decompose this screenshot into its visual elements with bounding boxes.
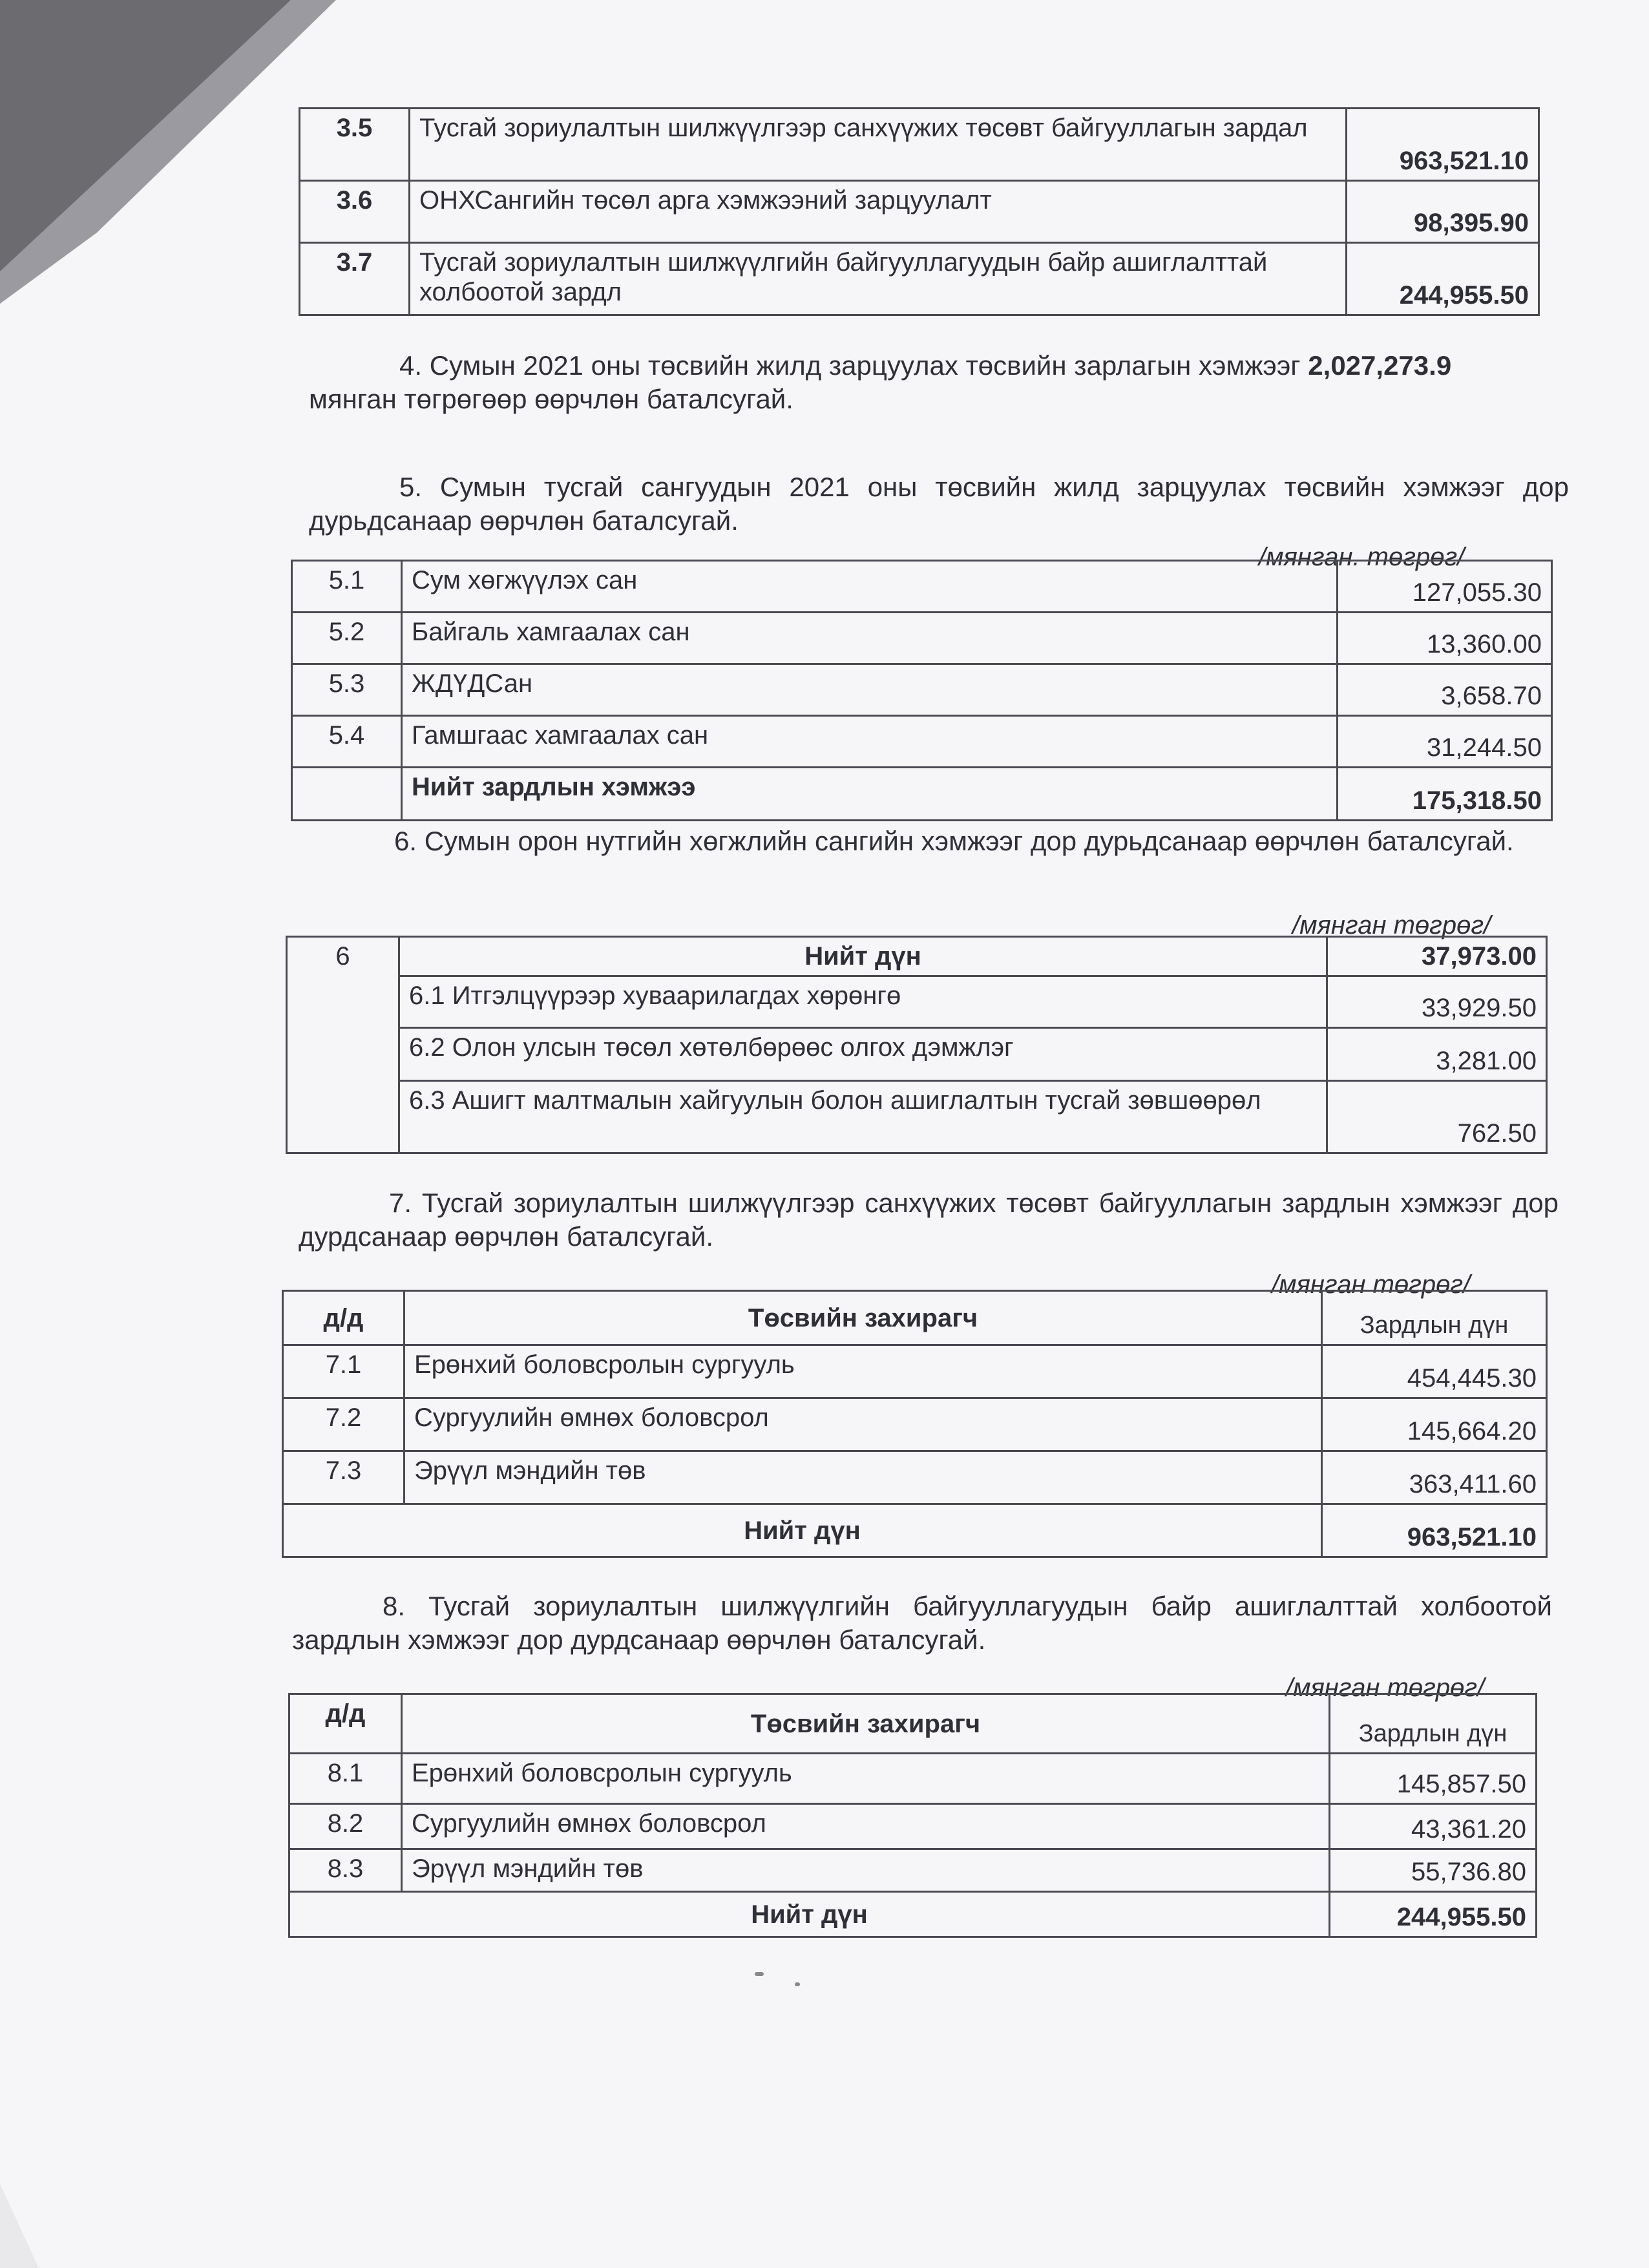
row-number: 5.3 — [292, 664, 402, 716]
table-row — [292, 664, 1552, 716]
row-number: 5.1 — [292, 561, 402, 613]
table-header-row — [283, 1291, 1547, 1345]
table-total-row — [292, 768, 1552, 821]
row-value: 454,445.30 — [1322, 1345, 1547, 1398]
row-name: 6.2 Олон улсын төсөл хөтөлбөрөөс олгох дэмжлэг — [399, 1028, 1327, 1081]
row-value: 31,244.50 — [1338, 716, 1552, 768]
section-number: 6 — [287, 937, 399, 1153]
empty-cell — [292, 768, 402, 821]
table-row — [287, 1028, 1547, 1081]
table-row — [289, 1849, 1537, 1892]
table-header-row — [289, 1694, 1537, 1754]
row-name: ЖДҮДСан — [402, 664, 1338, 716]
table-row — [292, 613, 1552, 664]
total-label: Нийт дүн — [283, 1504, 1322, 1557]
total-value: 37,973.00 — [1327, 937, 1547, 976]
unit-label-7: /мянган төгрөг/ — [1272, 1270, 1471, 1299]
paragraph-7 — [299, 1186, 1559, 1254]
row-number: 3.7 — [300, 243, 410, 315]
row-number: 5.4 — [292, 716, 402, 768]
table-total-row — [289, 1892, 1537, 1937]
row-name: Ерөнхий боловсролын сургууль — [404, 1345, 1322, 1398]
row-number: 5.2 — [292, 613, 402, 664]
row-name: Сум хөгжүүлэх сан — [402, 561, 1338, 613]
column-header-value: Зардлын дүн — [1330, 1694, 1537, 1754]
table-row — [283, 1398, 1547, 1451]
row-name: 6.3 Ашигт малтмалын хайгуулын болон ашиглалтын тусгай зөвшөөрөл — [399, 1081, 1327, 1153]
row-name: Гамшгаас хамгаалах сан — [402, 716, 1338, 768]
row-value: 244,955.50 — [1347, 243, 1539, 315]
row-value: 145,664.20 — [1322, 1398, 1547, 1451]
row-name: Байгаль хамгаалах сан — [402, 613, 1338, 664]
table-row — [283, 1345, 1547, 1398]
row-value: 55,736.80 — [1330, 1849, 1537, 1892]
table-section-8 — [288, 1693, 1537, 1938]
table-section-3 — [299, 107, 1540, 316]
row-name: Тусгай зориулалтын шилжүүлгээр санхүүжих төсөвт байгууллагын зардал — [410, 109, 1347, 181]
paragraph-4 — [309, 349, 1569, 416]
total-label: Нийт зардлын хэмжээ — [402, 768, 1338, 821]
row-value: 33,929.50 — [1327, 976, 1547, 1028]
table-total-row — [283, 1504, 1547, 1557]
paragraph-6-text: 6. Сумын орон нутгийн хөгжлийн сангийн хэмжээг дор дурьдсанаар өөрчлөн баталсугай. — [394, 826, 1514, 856]
row-name: Сургуулийн өмнөх боловсрол — [402, 1804, 1330, 1849]
column-header-number: д/д — [283, 1291, 404, 1345]
total-value: 244,955.50 — [1330, 1892, 1537, 1937]
row-value: 98,395.90 — [1347, 181, 1539, 243]
scan-speck — [755, 1972, 764, 1976]
table-row — [289, 1804, 1537, 1849]
table-row — [289, 1754, 1537, 1804]
row-name: Эрүүл мэндийн төв — [404, 1451, 1322, 1504]
column-header-value: Зардлын дүн — [1322, 1291, 1547, 1345]
total-label: Нийт дүн — [399, 937, 1327, 976]
paragraph-4-text2: мянган төгрөгөөр өөрчлөн баталсугай. — [309, 384, 793, 414]
table-section-5 — [291, 560, 1553, 821]
table-row — [300, 109, 1539, 181]
row-value: 963,521.10 — [1347, 109, 1539, 181]
row-name: Эрүүл мэндийн төв — [402, 1849, 1330, 1892]
row-name: ОНХСангийн төсөл арга хэмжээний зарцуулалт — [410, 181, 1347, 243]
paragraph-6 — [304, 824, 1531, 858]
column-header-number: д/д — [289, 1694, 402, 1754]
row-value: 762.50 — [1327, 1081, 1547, 1153]
row-value: 3,658.70 — [1338, 664, 1552, 716]
paragraph-8 — [292, 1590, 1552, 1657]
table-row — [292, 716, 1552, 768]
paragraph-4-amount: 2,027,273.9 — [1308, 350, 1452, 381]
row-value: 43,361.20 — [1330, 1804, 1537, 1849]
paragraph-8-text: 8. Тусгай зориулалтын шилжүүлгийн байгууллагуудын байр ашиглалттай холбоотой зардлын хэмжээг дор дурдсанаар өөрчлөн баталсугай. — [292, 1591, 1552, 1655]
table-row — [292, 561, 1552, 613]
row-number: 7.3 — [283, 1451, 404, 1504]
row-value: 13,360.00 — [1338, 613, 1552, 664]
row-number: 8.1 — [289, 1754, 402, 1804]
table-row — [287, 976, 1547, 1028]
row-name: 6.1 Итгэлцүүрээр хуваарилагдах хөрөнгө — [399, 976, 1327, 1028]
table-section-6 — [286, 936, 1548, 1154]
row-number: 3.6 — [300, 181, 410, 243]
unit-label-5: /мянган. төгрөг/ — [1259, 543, 1465, 571]
paragraph-7-text: 7. Тусгай зориулалтын шилжүүлгээр санхүүжих төсөвт байгууллагын зардлын хэмжээг дор дурдсанаар өөрчлөн баталсугай. — [299, 1188, 1559, 1252]
table-row — [300, 243, 1539, 315]
paragraph-5-text: 5. Сумын тусгай сангуудын 2021 оны төсвийн жилд зарцуулах төсвийн хэмжээг дор дурьдсанаар өөрчлөн баталсугай. — [309, 472, 1569, 536]
column-header-name: Төсвийн захирагч — [402, 1694, 1330, 1754]
row-number: 8.2 — [289, 1804, 402, 1849]
unit-label-6: /мянган төгрөг/ — [1292, 911, 1491, 940]
paragraph-4-text: 4. Сумын 2021 оны төсвийн жилд зарцуулах төсвийн зарлагын хэмжээг — [399, 350, 1308, 381]
row-value: 127,055.30 — [1338, 561, 1552, 613]
table-row — [283, 1451, 1547, 1504]
row-name: Ерөнхий боловсролын сургууль — [402, 1754, 1330, 1804]
scan-speck — [795, 1982, 800, 1986]
row-name: Тусгай зориулалтын шилжүүлгийн байгууллагуудын байр ашиглалттай холбоотой зардл — [410, 243, 1347, 315]
row-name: Сургуулийн өмнөх боловсрол — [404, 1398, 1322, 1451]
table-section-7 — [282, 1290, 1548, 1558]
row-value: 145,857.50 — [1330, 1754, 1537, 1804]
row-value: 363,411.60 — [1322, 1451, 1547, 1504]
row-number: 3.5 — [300, 109, 410, 181]
row-number: 7.1 — [283, 1345, 404, 1398]
row-value: 3,281.00 — [1327, 1028, 1547, 1081]
unit-label-8: /мянган төгрөг/ — [1286, 1674, 1485, 1702]
row-number: 8.3 — [289, 1849, 402, 1892]
total-label: Нийт дүн — [289, 1892, 1330, 1937]
total-value: 175,318.50 — [1338, 768, 1552, 821]
row-number: 7.2 — [283, 1398, 404, 1451]
total-value: 963,521.10 — [1322, 1504, 1547, 1557]
table-row — [287, 1081, 1547, 1153]
column-header-name: Төсвийн захирагч — [404, 1291, 1322, 1345]
table-total-row — [287, 937, 1547, 976]
paragraph-5 — [309, 470, 1569, 538]
table-row — [300, 181, 1539, 243]
